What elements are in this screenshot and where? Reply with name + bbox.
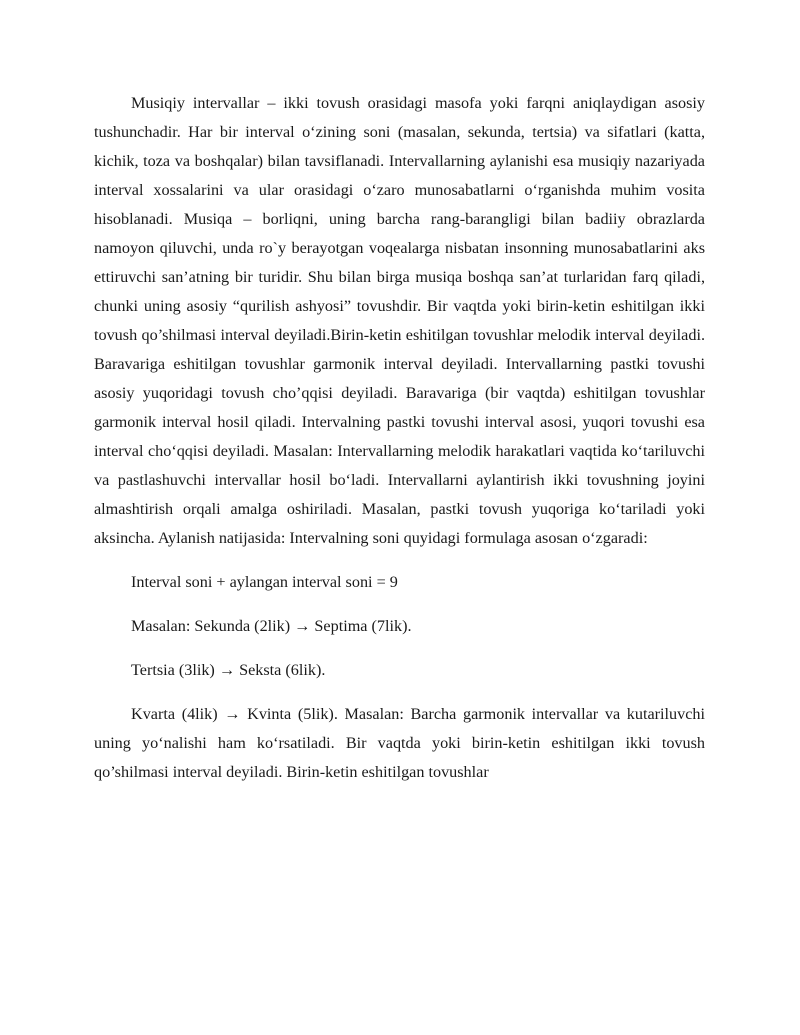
formula-line: Interval soni + aylangan interval soni = 9 [131, 573, 398, 591]
document-body [94, 89, 705, 787]
paragraph-kvarta: Kvarta (4lik) → Kvinta (5lik). Masalan: Barcha garmonik intervallar va kutariluvchi uning yo‘nalishi ham ko‘rsatiladi. Bir vaqtda yoki birin-ketin eshitilgan ikki tovush qo’shilmasi interval deyiladi. Birin-ketin eshitilgan tovushlar [94, 705, 705, 781]
example-line-sekunda: Masalan: Sekunda (2lik) → Septima (7lik). [131, 617, 412, 635]
example-line-tertsia: Tertsia (3lik) → Seksta (6lik). [131, 661, 326, 679]
paragraph-intervals-intro: Musiqiy intervallar – ikki tovush orasidagi masofa yoki farqni aniqlaydigan asosiy tushunchadir. Har bir interval o‘zining soni (masalan, sekunda, tertsia) va sifatlari (katta, kichik, toza va boshqalar) bilan tavsiflanadi. Intervallarning aylanishi esa musiqiy nazariyada interval xossalarini va ular orasidagi o‘zaro munosabatlarni o‘rganishda muhim vosita hisoblanadi. Musiqa – borliqni, uning barcha rang-barangligi bilan badiiy obrazlarda namoyon qiluvchi, unda ro`y berayotgan voqealarga nisbatan insonning munosabatlarini aks ettiruvchi san’atning bir turidir. Shu bilan birga musiqa boshqa san’at turlaridan farq qiladi, chunki uning asosiy “qurilish ashyosi” tovushdir. Bir vaqtda yoki birin-ketin eshitilgan ikki tovush qo’shilmasi interval deyiladi.Birin-ketin eshitilgan tovushlar melodik interval deyiladi. Baravariga eshitilgan tovushlar garmonik interval deyiladi. Intervallarning pastki tovushi asosiy yuqoridagi tovush cho’qqisi deyiladi. Baravariga (bir vaqtda) eshitilgan tovushlar garmonik interval hosil qiladi. Intervalning pastki tovushi interval asosi, yuqori tovushi esa interval cho‘qqisi deyiladi. Masalan: Intervallarning melodik harakatlari vaqtida ko‘tariluvchi va pastlashuvchi intervallar hosil bo‘ladi. Intervallarni aylantirish ikki tovushning joyini almashtirish orqali amalga oshiriladi. Masalan, pastki tovush yuqoriga ko‘tariladi yoki aksincha. Aylanish natijasida: Intervalning soni quyidagi formulaga asosan o‘zgaradi: [94, 94, 705, 547]
